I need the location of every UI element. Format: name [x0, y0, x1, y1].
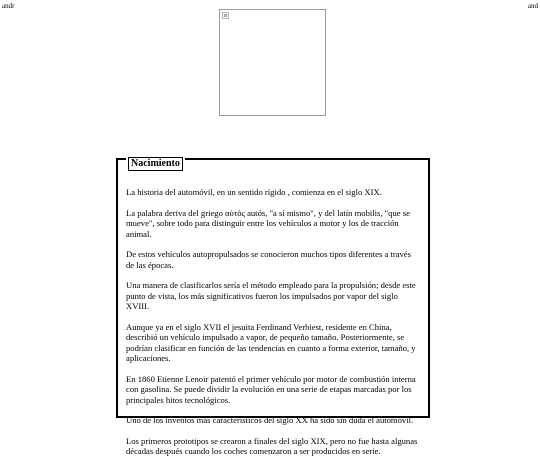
paragraph: Los primeros prototipos se crearon a finales del siglo XIX, pero no fue hasta algunas décadas después cuando los coches comenzaron a ser producidos en serie.: [126, 435, 418, 456]
broken-image-icon: [222, 12, 229, 19]
paragraph: Uno de los inventos más característicos del siglo XX ha sido sin duda el automóvil.: [126, 415, 414, 425]
paragraph: La historia del automóvil, en un sentido rígido , comienza en el siglo XIX.: [126, 187, 382, 197]
paragraph: Aunque ya en el siglo XVII el jesuita Ferdinand Verbiest, residente en China, describió un vehículo impulsado a vapor, de pequeño tamaño. Posteriormente, se podrían clasificar en función de las tendencias en cuanto a forma exterior, tamaño, y aplicaciones.: [126, 321, 416, 363]
corner-text-right: and: [527, 2, 538, 10]
paragraph: De estos vehículos autopropulsados se conocieron muchos tipos diferentes a través de las épocas.: [126, 249, 411, 270]
paragraph: En 1860 Etienne Lenoir patentó el primer vehículo por motor de combustión interna con gasolina. Se puede dividir la evolución en una serie de etapas marcadas por los principales hitos tecnológicos.: [126, 373, 416, 405]
corner-text-left: andr: [2, 2, 15, 10]
paragraph: Una manera de clasificarlos sería el método empleado para la propulsión; desde este punto de vista, los más significativos fueron los impulsados por vapor del siglo XVIII.: [126, 280, 416, 311]
paragraph: La palabra deriva del griego αὐτός autós, "a sí mismo", y del latín mobilis, "que se mueve", sobre todo para distinguir entre los vehículos a motor y los de tracción animal.: [126, 207, 410, 239]
section-box: [116, 158, 430, 456]
section-title: Nacimiento: [128, 157, 183, 171]
section-legend: [126, 153, 185, 171]
image-placeholder: [219, 9, 326, 116]
